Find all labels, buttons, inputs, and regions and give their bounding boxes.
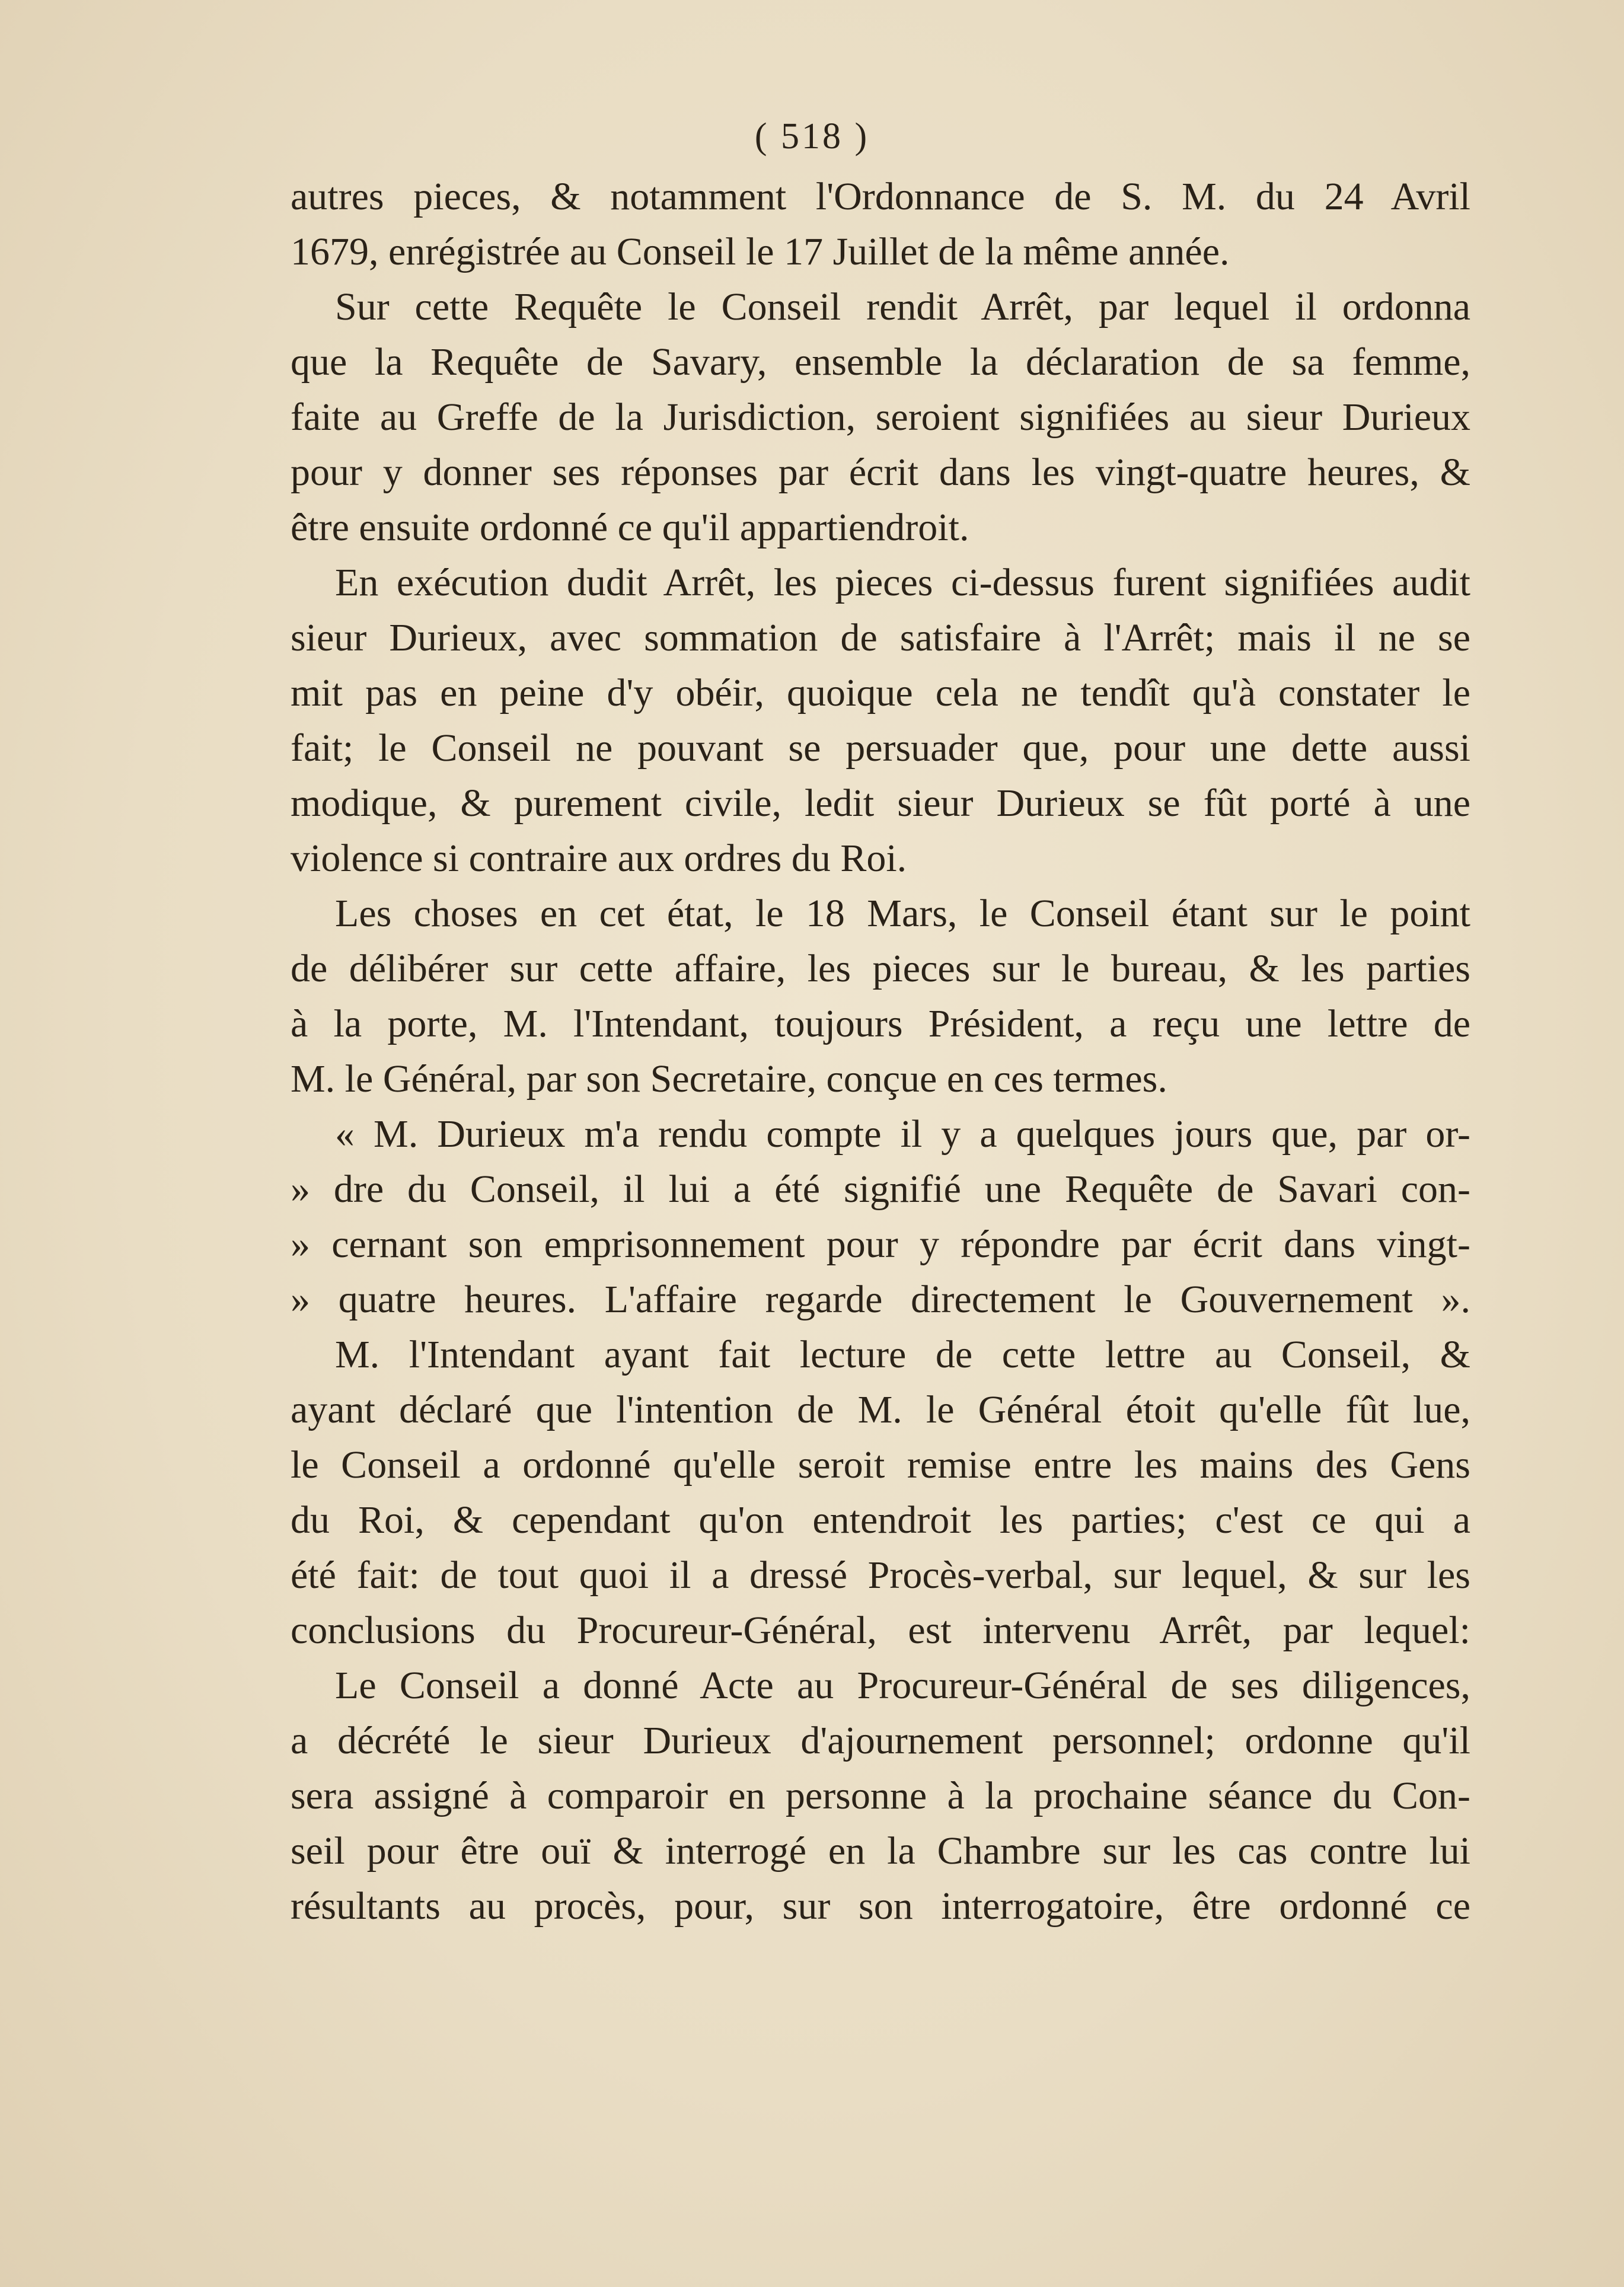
text-line: En exécution dudit Arrêt, les pieces ci-dessus furent signifiées audit bbox=[335, 561, 1470, 604]
text-line: « M. Durieux m'a rendu compte il y a quelques jours que, par or- bbox=[335, 1112, 1470, 1156]
text-line: sera assigné à comparoir en personne à la prochaine séance du Con- bbox=[291, 1774, 1470, 1817]
text-line: ayant déclaré que l'intention de M. le Général étoit qu'elle fût lue, bbox=[291, 1388, 1470, 1431]
text-line: être ensuite ordonné ce qu'il appartiendroit. bbox=[291, 506, 969, 549]
text-line: de délibérer sur cette affaire, les pieces sur le bureau, & les parties bbox=[291, 947, 1470, 990]
text-line: autres pieces, & notamment l'Ordonnance de S. M. du 24 Avril bbox=[291, 175, 1470, 218]
text-line: Sur cette Requête le Conseil rendit Arrêt, par lequel il ordonna bbox=[335, 285, 1470, 328]
text-line: du Roi, & cependant qu'on entendroit les parties; c'est ce qui a bbox=[291, 1498, 1470, 1542]
text-line: violence si contraire aux ordres du Roi. bbox=[291, 837, 907, 880]
text-line: à la porte, M. l'Intendant, toujours Président, a reçu une lettre de bbox=[291, 1002, 1470, 1045]
text-line: a décrété le sieur Durieux d'ajournement personnel; ordonne qu'il bbox=[291, 1719, 1470, 1762]
page-number: ( 518 ) bbox=[754, 116, 870, 157]
text-line: M. l'Intendant ayant fait lecture de cette lettre au Conseil, & bbox=[335, 1333, 1470, 1376]
text-line: modique, & purement civile, ledit sieur Durieux se fût porté à une bbox=[291, 782, 1470, 825]
text-line: conclusions du Procureur-Général, est intervenu Arrêt, par lequel: bbox=[291, 1609, 1470, 1652]
text-line: » dre du Conseil, il lui a été signifié une Requête de Savari con- bbox=[291, 1168, 1470, 1211]
text-line: le Conseil a ordonné qu'elle seroit remise entre les mains des Gens bbox=[291, 1443, 1470, 1487]
text-line: mit pas en peine d'y obéir, quoique cela ne tendît qu'à constater le bbox=[291, 671, 1470, 715]
text-line: » cernant son emprisonnement pour y répondre par écrit dans vingt- bbox=[291, 1223, 1470, 1266]
text-line: 1679, enrégistrée au Conseil le 17 Juillet de la même année. bbox=[291, 230, 1230, 273]
text-line: résultants au procès, pour, sur son interrogatoire, être ordonné ce bbox=[291, 1884, 1470, 1928]
text-line: faite au Greffe de la Jurisdiction, seroient signifiées au sieur Durieux bbox=[291, 395, 1470, 439]
text-line: que la Requête de Savary, ensemble la déclaration de sa femme, bbox=[291, 340, 1470, 384]
text-line: été fait: de tout quoi il a dressé Procès-verbal, sur lequel, & sur les bbox=[291, 1554, 1470, 1597]
text-line: pour y donner ses réponses par écrit dans les vingt-quatre heures, & bbox=[291, 451, 1470, 494]
text-line: seil pour être ouï & interrogé en la Chambre sur les cas contre lui bbox=[291, 1829, 1470, 1873]
text-line: » quatre heures. L'affaire regarde directement le Gouvernement ». bbox=[291, 1278, 1470, 1321]
text-line: fait; le Conseil ne pouvant se persuader que, pour une dette aussi bbox=[291, 726, 1470, 770]
text-line: sieur Durieux, avec sommation de satisfaire à l'Arrêt; mais il ne se bbox=[291, 616, 1470, 659]
text-line: M. le Général, par son Secretaire, conçue en ces termes. bbox=[291, 1057, 1167, 1101]
body-text bbox=[291, 169, 1470, 1934]
text-line: Le Conseil a donné Acte au Procureur-Général de ses diligences, bbox=[335, 1664, 1470, 1707]
text-line: Les choses en cet état, le 18 Mars, le Conseil étant sur le point bbox=[335, 892, 1470, 935]
